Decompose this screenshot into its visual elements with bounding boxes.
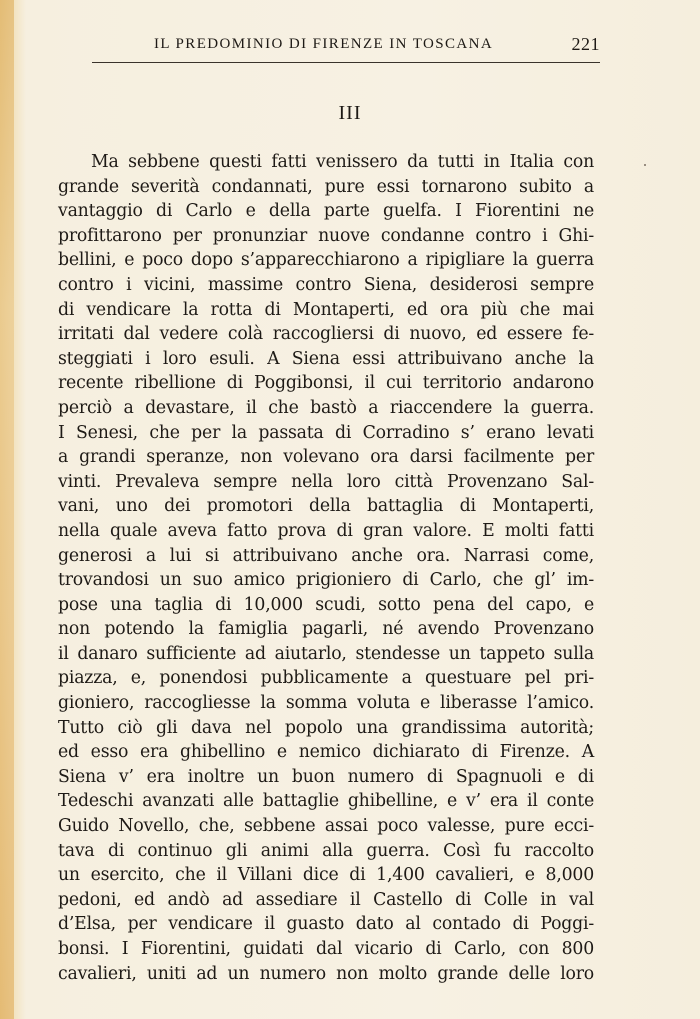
text-line: a grandi speranze, non volevano ora darsi facilmente per: [58, 447, 594, 468]
text-line: pedoni, ed andò ad assediare il Castello di Colle in val: [58, 889, 594, 910]
text-line: generosi a lui si attribuivano anche ora. Narrasi come,: [58, 545, 594, 566]
text-line: Siena v’ era inoltre un buon numero di Spagnuoli e di: [58, 766, 594, 787]
text-line: gioniero, raccogliesse la somma voluta e liberasse l’amico.: [58, 693, 594, 714]
page-number: 221: [571, 34, 600, 54]
text-line: vinti. Prevaleva sempre nella loro città Provenzano Sal-: [58, 471, 594, 492]
text-line: d’Elsa, per vendicare il guasto dato al contado di Poggi-: [58, 914, 594, 935]
text-line: il danaro sufficiente ad aiutarlo, stendesse un tappeto sulla: [58, 643, 594, 664]
text-line: pose una taglia di 10,000 scudi, sotto pena del capo, e: [58, 594, 594, 615]
text-line: Guido Novello, che, sebbene assai poco valesse, pure ecci-: [58, 816, 594, 837]
running-title: IL PREDOMINIO DI FIRENZE IN TOSCANA: [154, 36, 494, 52]
text-line: perciò a devastare, il che bastò a riaccendere la guerra.: [58, 397, 594, 418]
body-paragraph: [58, 150, 594, 986]
header-rule: [92, 62, 600, 63]
text-line: nella quale aveva fatto prova di gran valore. E molti fatti: [58, 520, 594, 541]
text-line: vantaggio di Carlo e della parte guelfa. I Fiorentini ne: [58, 201, 594, 222]
text-line: tava di continuo gli animi alla guerra. Così fu raccolto: [58, 840, 594, 861]
text-line: I Senesi, che per la passata di Corradino s’ erano levati: [58, 422, 594, 443]
text-line: vani, uno dei promotori della battaglia di Montaperti,: [58, 496, 594, 517]
text-line: contro i vicini, massime contro Siena, desiderosi sempre: [58, 274, 594, 295]
text-line: cavalieri, uniti ad un numero non molto grande delle loro: [58, 963, 594, 984]
text-line: irritati dal vedere colà raccogliersi di nuovo, ed essere fe-: [58, 324, 594, 345]
text-line: piazza, e, ponendosi pubblicamente a questuare pel pri-: [58, 668, 594, 689]
page-header: [92, 34, 600, 56]
section-heading: III: [338, 102, 362, 124]
text-line: non potendo la famiglia pagarli, né avendo Provenzano: [58, 619, 594, 640]
text-line: steggiati i loro esuli. A Siena essi attribuivano anche la: [58, 348, 594, 369]
text-line: Ma sebbene questi fatti venissero da tutti in Italia con: [91, 152, 594, 172]
text-line: un esercito, che il Villani dice di 1,400 cavalieri, e 8,000: [58, 865, 594, 886]
text-line: Tutto ciò gli dava nel popolo una grandissima autorità;: [58, 717, 594, 738]
text-line: Tedeschi avanzati alle battaglie ghibelline, e v’ era il conte: [58, 791, 594, 812]
text-line: ed esso era ghibellino e nemico dichiarato di Firenze. A: [58, 742, 594, 763]
text-line: grande severità condannati, pure essi tornarono subito a: [58, 176, 594, 197]
paper-speck: [644, 164, 646, 166]
text-line: di vendicare la rotta di Montaperti, ed ora più che mai: [58, 299, 594, 320]
text-line: trovandosi un suo amico prigioniero di Carlo, che gl’ im-: [58, 570, 594, 591]
text-line: bonsi. I Fiorentini, guidati dal vicario di Carlo, con 800: [58, 939, 594, 959]
text-line: profittarono per pronunziar nuove condanne contro i Ghi-: [58, 225, 594, 246]
text-line: bellini, e poco dopo s’apparecchiarono a ripigliare la guerra: [58, 250, 594, 271]
text-line: recente ribellione di Poggibonsi, il cui territorio andarono: [58, 373, 594, 394]
page-edge-stain: [0, 0, 14, 1019]
